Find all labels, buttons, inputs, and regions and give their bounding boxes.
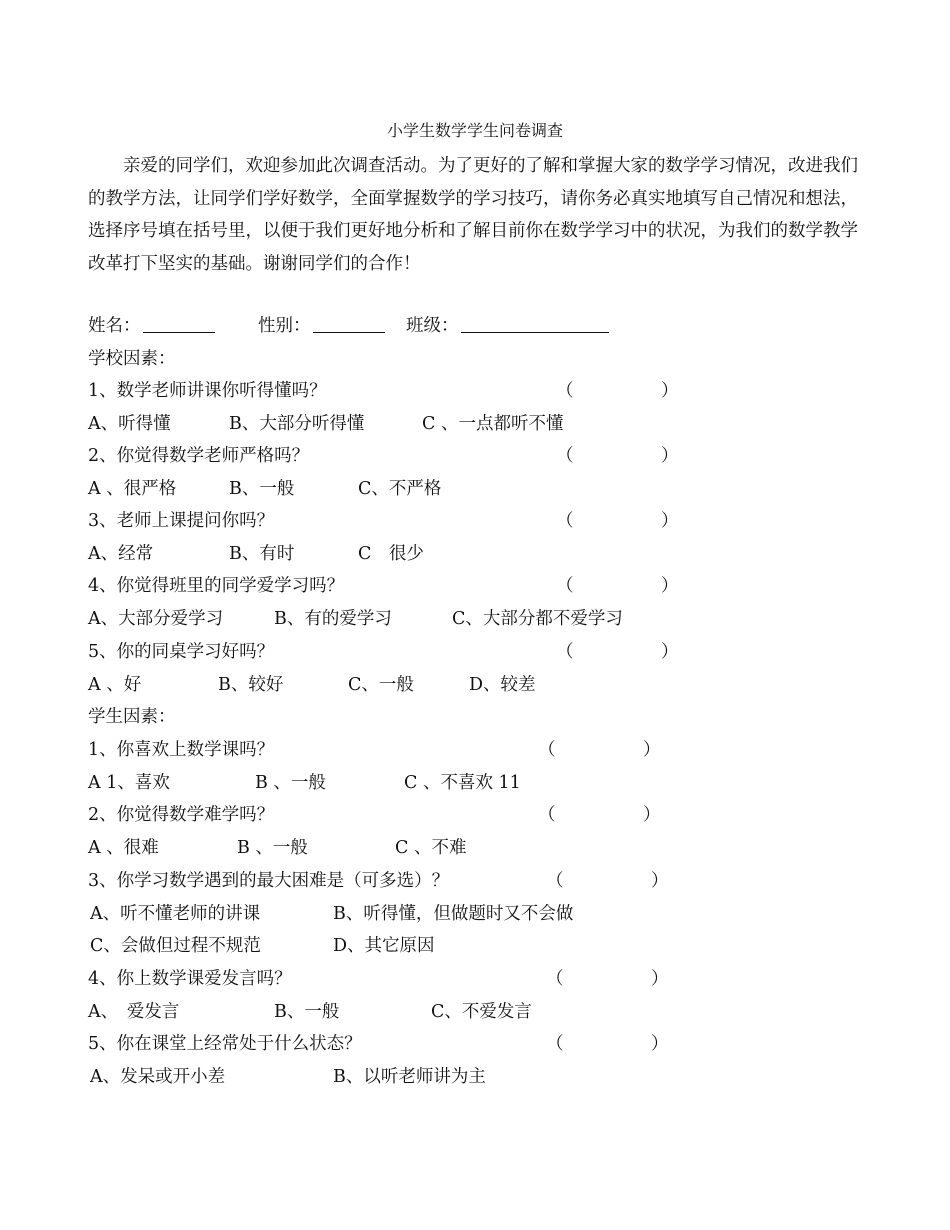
option[interactable]: C、大部分都不爱学习 bbox=[452, 609, 623, 629]
name-blank[interactable] bbox=[143, 314, 215, 333]
question-row bbox=[88, 379, 864, 403]
question-text: 1、你喜欢上数学课吗？ bbox=[88, 740, 275, 760]
option[interactable]: B、有时 bbox=[229, 544, 295, 564]
question-row bbox=[88, 444, 864, 468]
option[interactable]: C 很少 bbox=[358, 544, 424, 564]
question-row bbox=[88, 869, 864, 893]
question-text: 1、数学老师讲课你听得懂吗？ bbox=[88, 381, 327, 401]
question-text: 3、老师上课提问你吗？ bbox=[88, 511, 275, 531]
options-row bbox=[88, 836, 864, 860]
question-text: 4、你上数学课爱发言吗？ bbox=[88, 969, 292, 989]
question-row bbox=[88, 803, 864, 827]
name-field[interactable] bbox=[88, 314, 215, 338]
intro-paragraph bbox=[88, 150, 864, 280]
intro-text: 亲爱的同学们，欢迎参加此次调查活动。为了更好的了解和掌握大家的数学学习情况，改进我们的教学方法，让同学们学好数学，全面掌握数学的学习技巧，请你务必真实地填写自己情况和想法，选择序号填在括号里，以便于我们更好地分析和了解目前你在数学学习中的状况，为我们的数学教学改革打下坚实的基础。谢谢同学们的合作！ bbox=[88, 156, 858, 274]
question-row bbox=[88, 1032, 864, 1056]
question-text: 5、你在课堂上经常处于什么状态？ bbox=[88, 1034, 362, 1054]
class-field[interactable] bbox=[406, 314, 609, 338]
option[interactable]: C、会做但过程不规范 bbox=[90, 936, 261, 956]
question-row bbox=[88, 967, 864, 991]
option[interactable]: C、不严格 bbox=[358, 479, 442, 499]
section-heading-student: 学生因素： bbox=[88, 707, 176, 727]
option[interactable]: C 、不喜欢 11 bbox=[404, 773, 521, 793]
options-row bbox=[88, 477, 864, 501]
option[interactable]: B 、一般 bbox=[255, 773, 326, 793]
question-text: 2、你觉得数学老师严格吗？ bbox=[88, 446, 310, 466]
options-row bbox=[88, 934, 864, 958]
question-row bbox=[88, 738, 864, 762]
option[interactable]: B、大部分听得懂 bbox=[229, 414, 365, 434]
option[interactable]: B、听得懂，但做题时又不会做 bbox=[333, 904, 574, 924]
option[interactable]: C、一般 bbox=[348, 675, 414, 695]
section-heading-school: 学校因素： bbox=[88, 349, 176, 369]
class-blank[interactable] bbox=[461, 314, 609, 333]
question-row bbox=[88, 574, 864, 598]
question-row bbox=[88, 640, 864, 664]
answer-bracket[interactable]: （ ） bbox=[546, 1034, 669, 1054]
option[interactable]: D、其它原因 bbox=[333, 936, 435, 956]
option[interactable]: A 、很严格 bbox=[88, 479, 177, 499]
name-label: 姓名： bbox=[88, 316, 141, 336]
options-row bbox=[88, 771, 864, 795]
question-text: 2、你觉得数学难学吗？ bbox=[88, 805, 275, 825]
option[interactable]: A、听不懂老师的讲课 bbox=[90, 904, 261, 924]
option[interactable]: A 1、喜欢 bbox=[88, 773, 170, 793]
options-row bbox=[88, 902, 864, 926]
answer-bracket[interactable]: （ ） bbox=[556, 576, 679, 596]
gender-blank[interactable] bbox=[313, 314, 385, 333]
option[interactable]: B、一般 bbox=[229, 479, 295, 499]
option[interactable]: B 、一般 bbox=[237, 838, 308, 858]
class-label: 班级： bbox=[406, 316, 459, 336]
gender-field[interactable] bbox=[258, 314, 385, 338]
question-text: 3、你学习数学遇到的最大困难是（可多选）？ bbox=[88, 871, 450, 891]
option[interactable]: A 、很难 bbox=[88, 838, 159, 858]
option[interactable]: C 、不难 bbox=[395, 838, 467, 858]
option[interactable]: A、大部分爱学习 bbox=[88, 609, 224, 629]
options-row bbox=[88, 607, 864, 631]
option[interactable]: A、经常 bbox=[88, 544, 154, 564]
option[interactable]: C 、一点都听不懂 bbox=[422, 414, 564, 434]
option[interactable]: A、 爱发言 bbox=[88, 1002, 180, 1022]
answer-bracket[interactable]: （ ） bbox=[556, 511, 679, 531]
option[interactable]: B、有的爱学习 bbox=[274, 609, 392, 629]
answer-bracket[interactable]: （ ） bbox=[556, 446, 679, 466]
answer-bracket[interactable]: （ ） bbox=[546, 871, 669, 891]
answer-bracket[interactable]: （ ） bbox=[556, 381, 679, 401]
option[interactable]: B、以听老师讲为主 bbox=[333, 1067, 486, 1087]
option[interactable]: B、一般 bbox=[274, 1002, 340, 1022]
question-row bbox=[88, 509, 864, 533]
options-row bbox=[88, 412, 864, 436]
answer-bracket[interactable]: （ ） bbox=[556, 642, 679, 662]
answer-bracket[interactable]: （ ） bbox=[538, 805, 661, 825]
student-info-row bbox=[88, 314, 864, 338]
option[interactable]: A 、好 bbox=[88, 675, 142, 695]
answer-bracket[interactable]: （ ） bbox=[546, 969, 669, 989]
option[interactable]: C、不爱发言 bbox=[431, 1002, 532, 1022]
options-row bbox=[88, 1000, 864, 1024]
options-row bbox=[88, 1065, 864, 1089]
answer-bracket[interactable]: （ ） bbox=[538, 740, 661, 760]
question-text: 5、你的同桌学习好吗？ bbox=[88, 642, 275, 662]
gender-label: 性别： bbox=[258, 316, 311, 336]
option[interactable]: A、听得懂 bbox=[88, 414, 171, 434]
option[interactable]: D、较差 bbox=[469, 675, 536, 695]
options-row bbox=[88, 542, 864, 566]
options-row bbox=[88, 673, 864, 697]
page-title: 小学生数学学生问卷调查 bbox=[386, 121, 563, 140]
option[interactable]: A、发呆或开小差 bbox=[90, 1067, 226, 1087]
option[interactable]: B、较好 bbox=[218, 675, 284, 695]
question-text: 4、你觉得班里的同学爱学习吗？ bbox=[88, 576, 345, 596]
